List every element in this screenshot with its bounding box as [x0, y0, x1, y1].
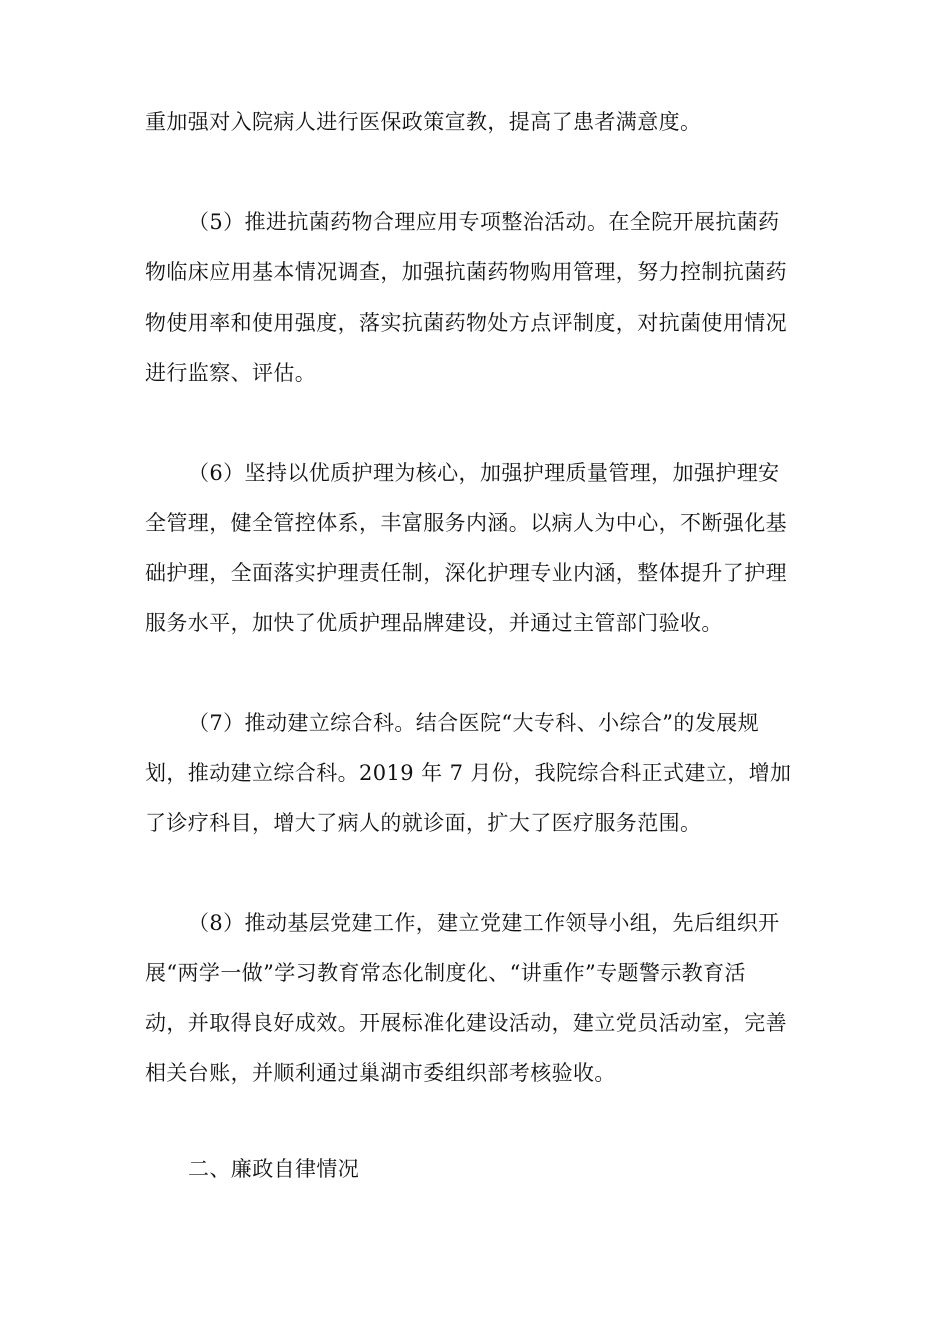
paragraph-line: 础护理，全面落实护理责任制，深化护理专业内涵，整体提升了护理 [145, 561, 787, 585]
paragraph-line: （8）推动基层党建工作，建立党建工作领导小组，先后组织开 [188, 911, 780, 935]
paragraph-line: 划，推动建立综合科。2019 年 7 月份，我院综合科正式建立，增加 [145, 761, 792, 785]
paragraph-line: 进行监察、评估。 [145, 361, 317, 385]
paragraph-line: 全管理，健全管控体系，丰富服务内涵。以病人为中心，不断强化基 [145, 511, 787, 535]
paragraph-line: 服务水平，加快了优质护理品牌建设，并通过主管部门验收。 [145, 611, 723, 635]
paragraph-line: 相关台账，并顺利通过巢湖市委组织部考核验收。 [145, 1061, 616, 1085]
paragraph-line: 动，并取得良好成效。开展标准化建设活动，建立党员活动室，完善 [145, 1011, 787, 1035]
paragraph-line: （7）推动建立综合科。结合医院“大专科、小综合”的发展规 [188, 711, 760, 735]
paragraph-line: 重加强对入院病人进行医保政策宣教，提高了患者满意度。 [145, 110, 702, 134]
paragraph-line: （6）坚持以优质护理为核心，加强护理质量管理，加强护理安 [188, 461, 780, 485]
paragraph-line: 展“两学一做”学习教育常态化制度化、“讲重作”专题警示教育活 [145, 961, 746, 985]
paragraph-line: 了诊疗科目，增大了病人的就诊面，扩大了医疗服务范围。 [145, 811, 702, 835]
section-heading: 二、廉政自律情况 [188, 1157, 360, 1181]
paragraph-line: 物使用率和使用强度，落实抗菌药物处方点评制度，对抗菌使用情况 [145, 311, 787, 335]
paragraph-line: 物临床应用基本情况调查，加强抗菌药物购用管理，努力控制抗菌药 [145, 260, 787, 284]
paragraph-line: （5）推进抗菌药物合理应用专项整治活动。在全院开展抗菌药 [188, 210, 780, 234]
